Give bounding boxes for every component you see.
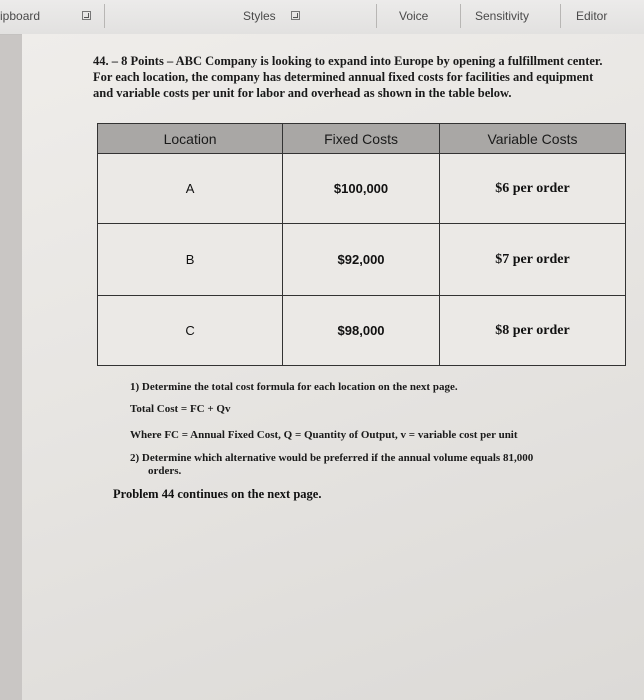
header-fixed-costs: Fixed Costs <box>283 124 440 154</box>
ribbon-bar <box>0 0 644 35</box>
table-row <box>98 154 626 224</box>
table-header-row <box>98 124 626 154</box>
clipboard-launcher-icon[interactable] <box>82 11 91 20</box>
problem-text: – ABC Company is looking to expand into Europe by opening a fulfillment center. For each location, the company has determined annual fixed costs for facilities and equipment and variable costs per unit for labor and overhead as shown in the table below. <box>93 54 603 100</box>
ribbon-divider <box>560 4 561 28</box>
location-cell: A <box>98 154 283 224</box>
location-cell: C <box>98 296 283 366</box>
question-2-continued: orders. <box>148 465 182 477</box>
fixed-cost-cell: $100,000 <box>283 154 440 224</box>
question-2: 2) Determine which alternative would be preferred if the annual volume equals 81,000 <box>130 452 534 464</box>
formula-definitions: Where FC = Annual Fixed Cost, Q = Quantity of Output, v = variable cost per unit <box>130 429 518 441</box>
variable-cost-cell: $8 per order <box>439 296 625 366</box>
location-cell: B <box>98 224 283 296</box>
total-cost-formula: Total Cost = FC + Qv <box>130 403 231 415</box>
variable-cost-cell: $7 per order <box>439 224 625 296</box>
styles-launcher-icon[interactable] <box>291 11 300 20</box>
header-location: Location <box>98 124 283 154</box>
fixed-cost-cell: $92,000 <box>283 224 440 296</box>
ribbon-divider <box>376 4 377 28</box>
sensitivity-group-label[interactable]: Sensitivity <box>475 9 530 23</box>
cost-table <box>97 123 626 366</box>
ribbon-divider <box>104 4 105 28</box>
question-1: 1) Determine the total cost formula for each location on the next page. <box>130 381 458 393</box>
table-row <box>98 224 626 296</box>
editor-group-label[interactable]: Editor <box>576 9 608 23</box>
fixed-cost-cell: $98,000 <box>283 296 440 366</box>
problem-intro <box>93 53 613 101</box>
clipboard-group-label[interactable]: ipboard <box>0 9 41 23</box>
styles-group-label[interactable]: Styles <box>243 9 276 23</box>
continues-note: Problem 44 continues on the next page. <box>113 487 322 501</box>
problem-number: 44. – 8 Points <box>93 54 164 68</box>
ribbon-divider <box>460 4 461 28</box>
header-variable-costs: Variable Costs <box>439 124 625 154</box>
variable-cost-cell: $6 per order <box>439 154 625 224</box>
voice-group-label[interactable]: Voice <box>399 9 429 23</box>
table-row <box>98 296 626 366</box>
